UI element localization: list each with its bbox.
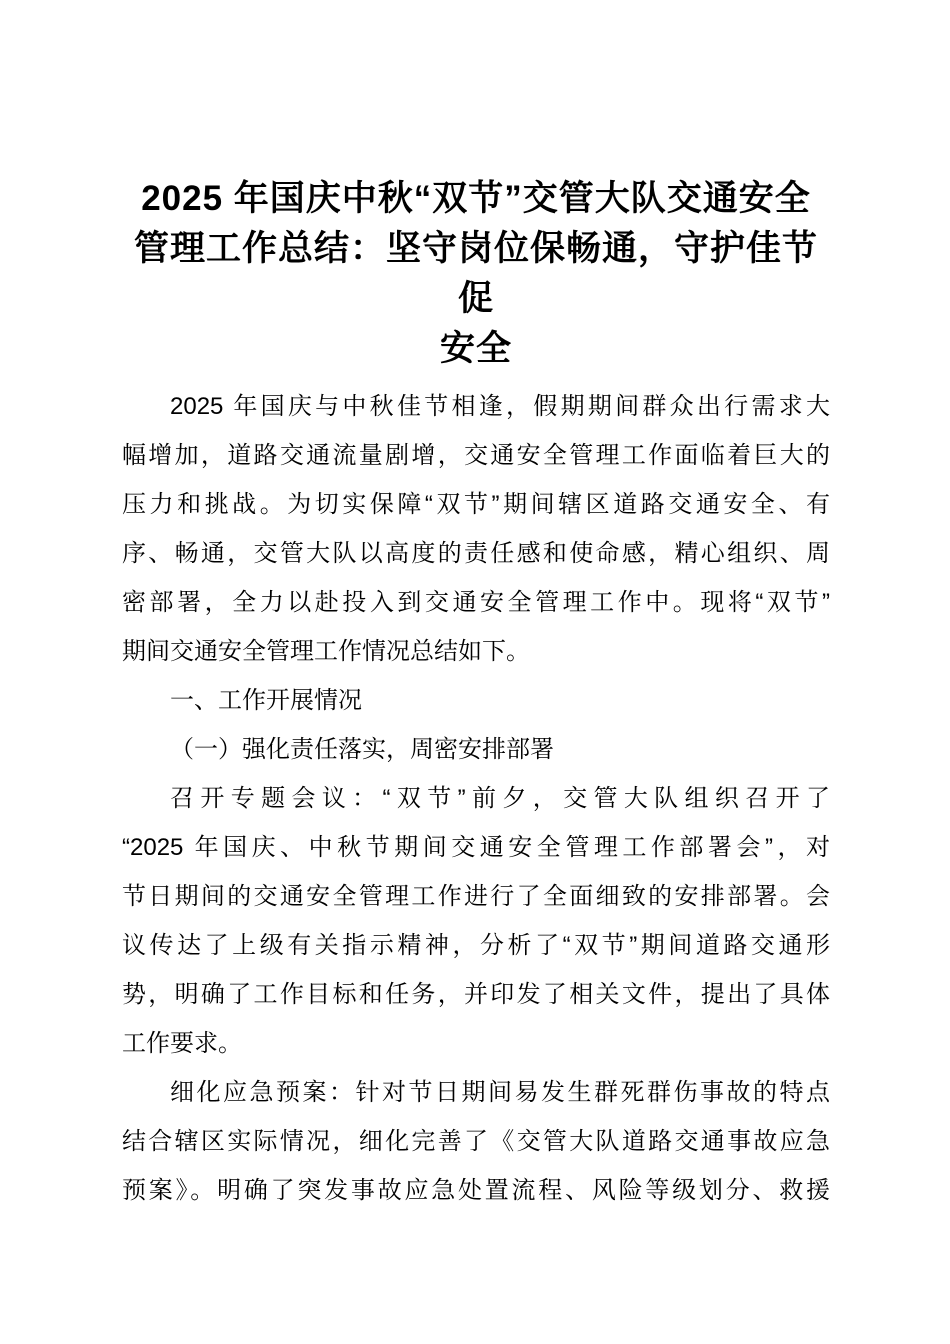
text-line: 序、畅通，交管大队以高度的责任感和使命感，精心组织、周 [122,540,830,567]
text-line: 期间交通安全管理工作情况总结如下。 [122,638,530,665]
text-line: 压力和挑战。为切实保障“双节”期间辖区道路交通安全、有 [122,491,830,518]
paragraph-intro [122,382,830,676]
text-line: 密部署，全力以赴投入到交通安全管理工作中。现将“双节” [122,589,830,616]
document-body [122,382,830,1215]
paragraph-meeting [122,774,830,1068]
subsection-heading: （一）强化责任落实，周密安排部署 [170,736,554,763]
text-line: 幅增加，道路交通流量剧增，交通安全管理工作面临着巨大的 [122,442,830,469]
text-line: “2025 年国庆、中秋节期间交通安全管理工作部署会”，对 [122,834,830,861]
text-line: 议传达了上级有关指示精神，分析了“双节”期间道路交通形 [122,932,830,959]
paragraph-plan [122,1068,830,1215]
text-line: 召开专题会议：“双节”前夕，交管大队组织召开了 [170,785,830,812]
document-title [122,174,830,374]
text-line: 节日期间的交通安全管理工作进行了全面细致的安排部署。会 [122,883,830,910]
text-line: 结合辖区实际情况，细化完善了《交管大队道路交通事故应急 [122,1128,830,1155]
text-line: 预案》。明确了突发事故应急处置流程、风险等级划分、救援 [122,1177,830,1204]
title-line: 安全 [439,329,512,368]
text-line: 2025 年国庆与中秋佳节相逢，假期期间群众出行需求大 [170,393,830,420]
section-heading: 一、工作开展情况 [170,687,362,714]
text-line: 势，明确了工作目标和任务，并印发了相关文件，提出了具体 [122,981,830,1008]
title-line: 2025 年国庆中秋“双节”交管大队交通安全 [141,179,811,218]
text-line: 工作要求。 [122,1030,242,1057]
title-line: 管理工作总结：坚守岗位保畅通，守护佳节促 [133,229,818,318]
text-line: 细化应急预案：针对节日期间易发生群死群伤事故的特点 [170,1079,830,1106]
